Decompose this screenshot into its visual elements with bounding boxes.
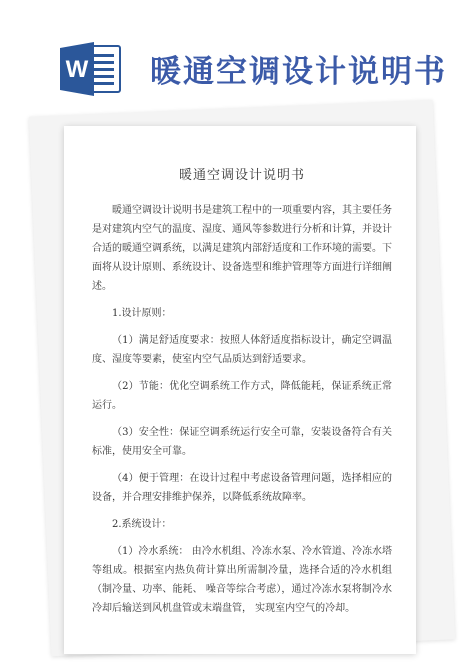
- document-page: [64, 126, 416, 654]
- principle-management: （4）便于管理：在设计过程中考虑设备管理问题，选择相应的设备，并合理安排维护保养，以降低系统故障率。: [92, 473, 392, 503]
- word-icon-letter: W: [65, 56, 89, 83]
- principle-comfort: （1）满足舒适度要求：按照人体舒适度指标设计，确定空调温度、湿度等要素，使室内空气品质达到舒适要求。: [92, 335, 392, 365]
- document-title: 暖通空调设计说明书: [178, 168, 305, 183]
- principle-energy-saving: （2）节能：优化空调系统工作方式，降低能耗，保证系统正常运行。: [92, 381, 392, 411]
- section-heading-design-principles: 1.设计原则：: [112, 308, 172, 319]
- intro-paragraph: 暖通空调设计说明书是建筑工程中的一项重要内容，其主要任务是对建筑内空气的温度、湿度、通风等参数进行分析和计算，并设计合适的暖通空调系统，以满足建筑内部舒适度和工作环境的需要。下面将从设计原则、系统设计、设备选型和维护管理等方面进行详细阐述。: [92, 205, 392, 292]
- word-document-icon: [60, 42, 122, 96]
- header-title: 暖通空调设计说明书: [150, 54, 447, 90]
- section-heading-system-design: 2.系统设计：: [112, 519, 172, 530]
- principle-safety: （3）安全性：保证空调系统运行安全可靠，安装设备符合有关标准，使用安全可靠。: [92, 427, 392, 457]
- system-chilled-water: （1）冷水系统： 由冷水机组、冷冻水泵、冷水管道、冷冻水塔等组成。根据室内热负荷计算出所需制冷量，选择合适的冷水机组（制冷量、功率、能耗、 噪音等综合考虑），通过冷冻水泵将制冷水冷却后输送到风机盘管或末端盘管， 实现室内空气的冷却。: [92, 546, 392, 614]
- document-body: [92, 166, 392, 626]
